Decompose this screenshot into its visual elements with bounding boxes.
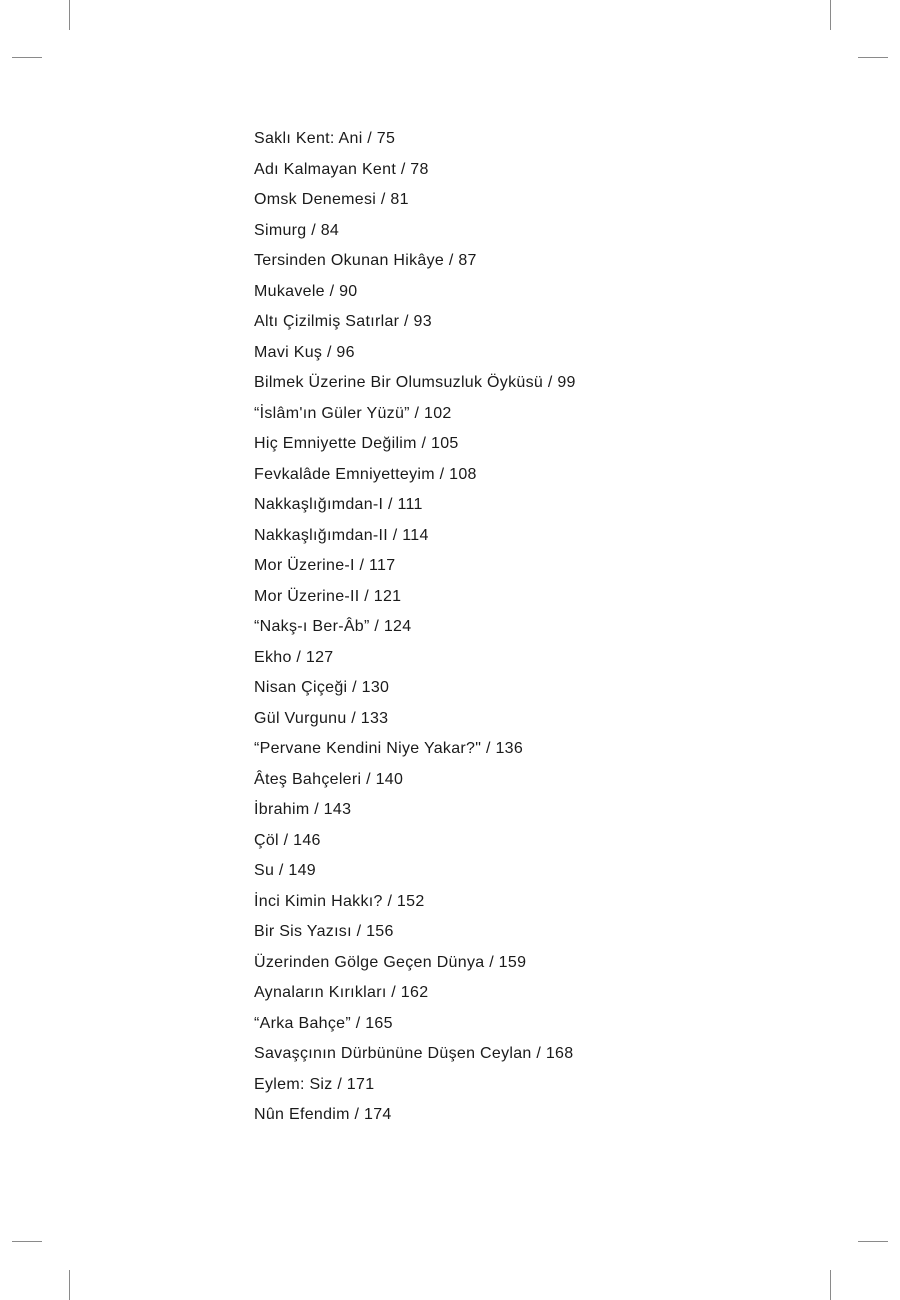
toc-entry: Âteş Bahçeleri / 140 [254,770,404,788]
table-of-contents [254,127,576,1134]
toc-entry: Hiç Emniyette Değilim / 105 [254,435,459,452]
toc-entry: Tersinden Okunan Hikâye / 87 [254,252,477,269]
toc-entry: Nûn Efendim / 174 [254,1106,392,1123]
toc-entry: Nakkaşlığımdan-II / 114 [254,526,429,544]
toc-entry: Nakkaşlığımdan-I / 111 [254,496,423,513]
toc-entry: Adı Kalmayan Kent / 78 [254,160,429,178]
toc-entry: Altı Çizilmiş Satırlar / 93 [254,313,432,330]
toc-entry: Bir Sis Yazısı / 156 [254,923,394,940]
toc-entry: Simurg / 84 [254,221,340,239]
toc-entry: İbrahim / 143 [254,801,352,818]
toc-entry: “İslâm'ın Güler Yüzü” / 102 [254,404,452,422]
crop-mark-top-left-horizontal [12,57,42,58]
toc-entry: Eylem: Siz / 171 [254,1075,375,1093]
toc-entry: Savaşçının Dürbününe Düşen Ceylan / 168 [254,1045,574,1062]
toc-entry: “Nakş-ı Ber-Âb” / 124 [254,618,412,635]
toc-entry: Nisan Çiçeği / 130 [254,679,390,696]
crop-mark-top-right-horizontal [858,57,888,58]
crop-mark-top-right-vertical [830,0,831,30]
toc-entry: “Arka Bahçe” / 165 [254,1014,393,1032]
toc-entry: Gül Vurgunu / 133 [254,709,389,727]
toc-entry: Aynaların Kırıkları / 162 [254,984,429,1001]
crop-mark-bottom-right-horizontal [858,1241,888,1242]
crop-mark-bottom-left-horizontal [12,1241,42,1242]
toc-entry: Mor Üzerine-I / 117 [254,557,396,574]
toc-entry: Mavi Kuş / 96 [254,343,355,361]
crop-mark-bottom-right-vertical [830,1270,831,1300]
crop-mark-top-left-vertical [69,0,70,30]
toc-entry: Bilmek Üzerine Bir Olumsuzluk Öyküsü / 99 [254,374,576,391]
toc-entry: Saklı Kent: Ani / 75 [254,130,396,147]
toc-entry: Su / 149 [254,862,317,879]
toc-entry: İnci Kimin Hakkı? / 152 [254,892,425,910]
toc-entry: Omsk Denemesi / 81 [254,191,409,208]
toc-entry: Üzerinden Gölge Geçen Dünya / 159 [254,953,527,971]
toc-entry: Mukavele / 90 [254,282,358,300]
toc-entry: Fevkalâde Emniyetteyim / 108 [254,465,477,483]
toc-entry: Mor Üzerine-II / 121 [254,587,402,605]
toc-entry: “Pervane Kendini Niye Yakar?" / 136 [254,740,524,757]
toc-entry: Ekho / 127 [254,648,334,666]
crop-mark-bottom-left-vertical [69,1270,70,1300]
toc-entry: Çöl / 146 [254,831,321,849]
